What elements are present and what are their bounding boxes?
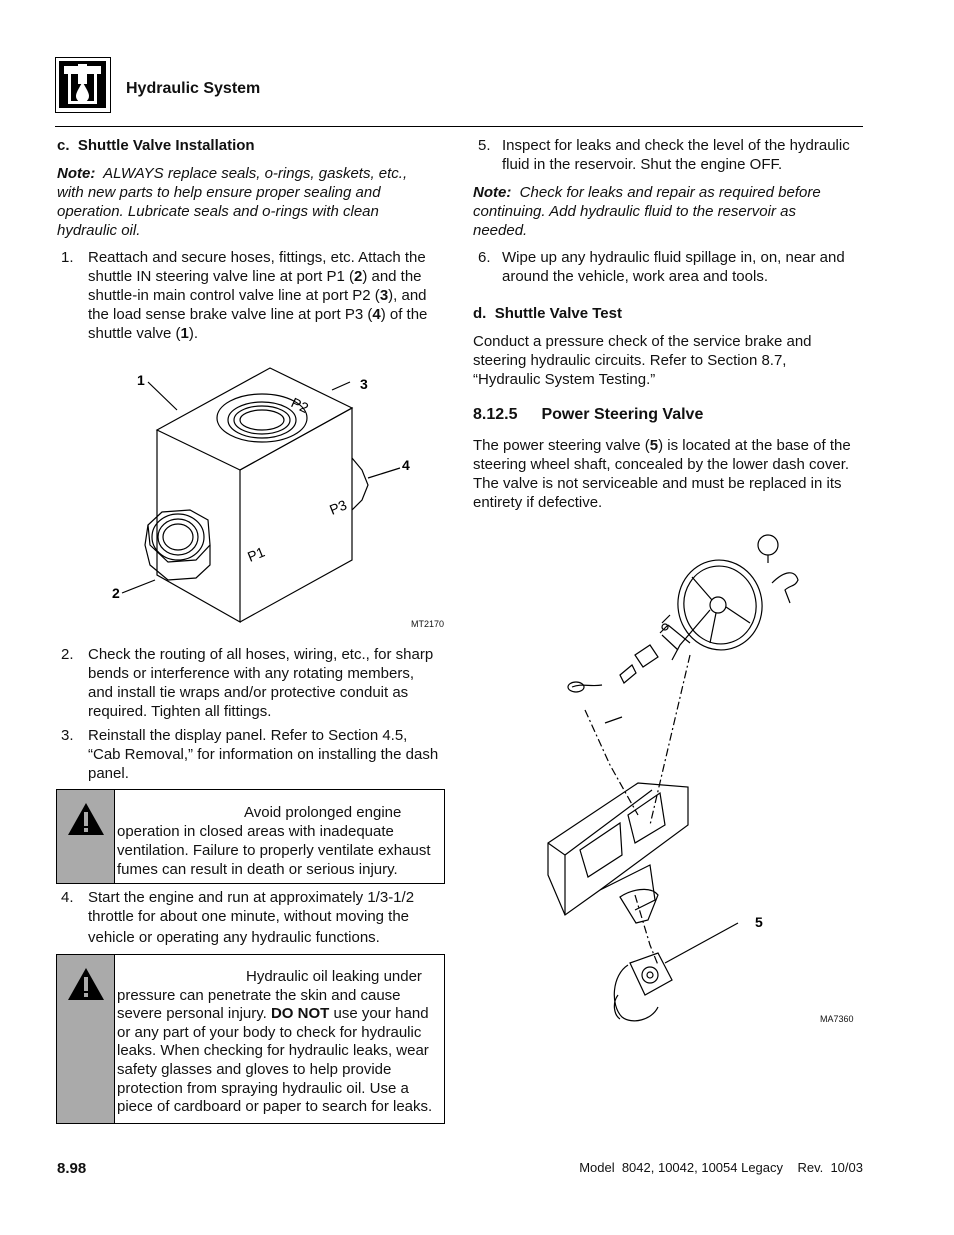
warning1-line: operation in closed areas with inadequate (117, 823, 394, 840)
port-label-p2: P2 (288, 394, 312, 416)
note-continuing: Note: Check for leaks and repair as required before continuing. Add hydraulic fluid to the reservoir as needed. (473, 184, 821, 239)
figure1-code: MT2170 (411, 619, 445, 629)
port-label-p1: P1 (245, 543, 268, 565)
warning-box-hydraulic-leak: Hydraulic oil leaking under pressure can penetrate the skin and cause severe personal injury. DO NOT use your hand or any part of your body to check for hydraulic leaks. When checking for hydraulic leaks, wear safety glasses and gloves to help provide protection from spraying hydraulic oil. Use a piece of cardboard or paper to search for leaks. (56, 954, 445, 1124)
section-d-heading: d. Shuttle Valve Test (473, 305, 622, 322)
callout-5: 5 (755, 914, 763, 930)
figure2-code: MA7360 (820, 1014, 854, 1024)
page-header-title: Hydraulic System (126, 80, 261, 97)
port-label-p3: P3 (327, 496, 350, 518)
warning-triangle-icon (67, 802, 105, 836)
callout-1: 1 (137, 372, 145, 388)
hydraulic-system-logo-icon (55, 57, 111, 113)
warning-box-exhaust (56, 789, 445, 884)
callout-2: 2 (112, 585, 120, 601)
shuttle-valve-test-paragraph: Conduct a pressure check of the service brake and steering hydraulic circuits. Refer to Section 8.7, “Hydraulic System Testing.” (473, 333, 812, 388)
page-number: 8.98 (57, 1160, 87, 1177)
power-steering-assembly-figure (540, 525, 860, 1035)
header-rule (55, 126, 863, 127)
callout-3: 3 (360, 376, 368, 392)
warning1-line: Avoid prolonged engine (244, 804, 402, 821)
shuttle-valve-figure (100, 360, 450, 635)
footer-model: Model 8042, 10042, 10054 Legacy Rev. 10/03 (579, 1160, 863, 1175)
warning1-line: ventilation. Failure to properly ventilate exhaust (117, 842, 431, 859)
warning1-line: fumes can result in death or serious injury. (117, 861, 398, 878)
section-c-heading: c. Shuttle Valve Installation (57, 137, 255, 154)
callout-4: 4 (402, 457, 410, 473)
warning-triangle-icon (67, 967, 105, 1001)
power-steering-paragraph: The power steering valve (5) is located at the base of the steering wheel shaft, concealed by the lower dash cover. The valve is not serviceable and must be replaced in its entirety if defective. (473, 437, 851, 511)
section-8125-heading: 8.12.5 Power Steering Valve (473, 406, 704, 423)
note-installation: Note: ALWAYS replace seals, o-rings, gaskets, etc., with new parts to help ensure proper sealing and operation. Lubricate seals and o-rings with clean hydraulic oil. (57, 165, 408, 239)
